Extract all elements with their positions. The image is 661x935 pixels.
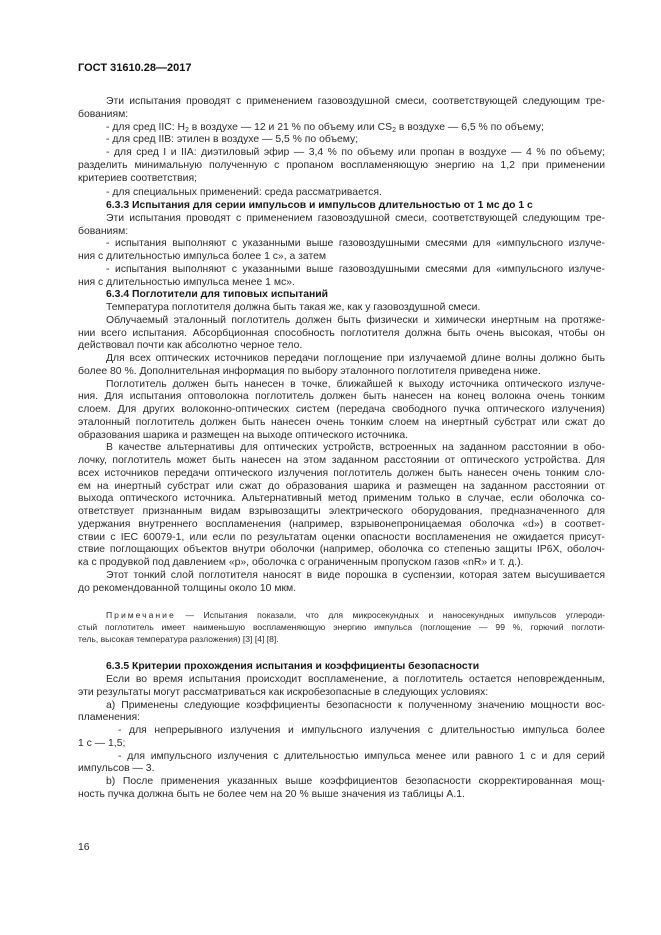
section-heading: 6.3.4 Поглотители для типовых испытаний [106,289,329,301]
text-line [78,122,605,135]
text-line: всех источников передачи оптического излучения поглотитель должен быть нанесен очень тонким сло- [78,467,605,479]
subscript: 2 [392,126,396,134]
text-line: бованиям: [78,225,129,237]
text-line: более 80 %. Дополнительная информация по выбору эталонного поглотителя приведена ниже. [78,365,541,377]
text-block [78,96,605,185]
text-line: - для импульсного излучения с длительностью импульса менее или равного 1 с и для серий [118,750,605,762]
text-span: - для сред IIC: H [106,121,186,133]
document-body [78,96,605,802]
text-line: - для сред IIB: этилен в воздухе — 5,5 % по объему; [106,134,359,146]
text-line: a) Применены следующие коэффициенты безопасности к полученному значению мощности вос- [106,699,605,711]
text-span: в воздухе — 12 и 21 % по объему или CS [188,121,393,133]
text-line: эти результаты могут рассматриваться как искробезопасные в следующих условиях: [78,686,489,698]
text-line: Облучаемый эталонный поглотитель должен быть физически и химически инертным на протяже- [106,314,605,326]
text-line: Если во время испытания происходит воспламенение, а поглотитель остается неповрежденным, [106,674,605,685]
text-line: выхода оптического источника. Альтернативный метод применим только в случае, если оболочка со- [78,493,605,505]
text-line: - для непрерывного излучения и импульсного излучения с длительностью импульса более [118,725,605,736]
text-line: до рекомендованной толщины около 10 мкм. [78,582,297,594]
section-heading: 6.3.3 Испытания для серии импульсов и импульсов длительностью от 1 мс до 1 с [106,200,533,211]
text-line: бованиям: [78,108,129,120]
text-block [78,187,605,595]
note-block [78,609,605,645]
text-line: пламенения: [78,712,140,724]
text-block [78,661,605,801]
text-line: b) После применения указанных выше коэффициентов безопасности скорректированная мощ- [106,776,605,787]
text-line: эталонный поглотитель должен быть нанесен очень тонким слоем на инертный субстрат или сжат до [78,416,605,428]
text-line: Температура поглотителя должна быть такая же, как у газовоздушной смеси. [106,302,481,313]
text-line: ствии с IEC 60079-1, или если по результатам оценки опасности воспламенения не ожидается присут- [78,531,605,543]
subscript: 2 [185,126,189,134]
text-line: ния с длительностью импульса более 1 с», а затем [78,251,327,262]
text-line: ка с продувкой под давлением «p», оболочка с ограниченным пропуском газов «nR» и т. д.). [78,557,524,568]
text-line: ответствует признанным видам взрывозащиты электрического оборудования, предназначенного для [78,506,605,517]
text-line: стый поглотитель имеет наименьшую воспламеняющую энергию импульса (поглощение — 99 %, горючий поглоти- [78,622,605,633]
text-line: удержания внутреннего воспламенения (например, взрывонепроницаемая оболочка «d») в соответ- [78,518,605,530]
text-line: Эти испытания проводят с применением газовоздушной смеси, соответствующей следующим тре- [106,212,605,224]
text-line [78,609,605,621]
text-span: Примечание [106,610,176,621]
text-line: Эти испытания проводят с применением газовоздушной смеси, соответствующей следующим тре- [106,96,605,107]
text-line: ния с длительностью импульса менее 1 мс». [78,276,295,288]
text-line: Для всех оптических источников передачи поглощение при излучаемой длине волны должно быть [106,353,605,364]
text-line: импульсов — 3. [78,763,155,775]
text-line: Поглотитель должен быть нанесен в точке, ближайшей к выходу источника оптического излуче- [106,378,605,390]
text-line: разделить минимальную полученную с пропаном воспламеняющую энергию на 1,2 при применении [78,159,605,171]
text-line: тель, высокая температура разложения) [3] [4] [8]. [78,634,279,645]
text-line: ность пучка должна быть не более чем на 20 % выше значения из таблицы А.1. [78,788,465,800]
text-line: - для специальных применений: среда рассматривается. [106,187,382,199]
spacer [78,595,605,609]
text-line: В качестве альтернативы для оптических устройств, встроенных на заданном расстоянии в обо- [106,442,605,454]
text-line: действовал почти как абсолютно черное тело. [78,340,303,352]
text-line: - испытания выполняют с указанными выше газовоздушными смесями для «импульсного излуче- [106,263,605,275]
text-line: слоем. Для других волоконно-оптических систем (передача свободного пучка оптического излучения) [78,404,605,415]
text-span: — Испытания показали, что для микросекундных и наносекундных импульсов углероди- [175,610,605,621]
text-line: - испытания выполняют с указанными выше газовоздушными смесями для «импульсного излуче- [106,238,605,250]
text-line: нии всего испытания. Абсорбционная способность поглотителя должна быть очень высокая, чтобы он [78,327,605,339]
text-line: лочку, поглотитель может быть нанесен на этом заданном расстоянии от оптического устройства. Для [78,455,605,466]
text-line: ствие поглощающих объектов внутри оболочки (например, оболочка со степенью защиты IP6X, оболоч- [78,544,605,556]
text-line: - для сред I и IIA: диэтиловый эфир — 3,4 % по объему или пропан в воздухе — 4 % по объему; [106,147,605,158]
text-line: образования шарика и размещен на выходе оптического источника. [78,429,408,441]
section-heading: 6.3.5 Критерии прохождения испытания и коэффициенты безопасности [106,661,480,673]
text-line: ния. Для испытания оптоволокна поглотитель должен быть нанесен на конец волокна очень тонким [78,391,605,403]
text-line: критериев соответствия; [78,172,197,184]
page-number: 16 [78,842,90,853]
text-line: Этот тонкий слой поглотителя наносят в виде порошка в суспензии, которая затем высушивается [106,569,605,581]
document-header: ГОСТ 31610.28—2017 [78,62,192,74]
text-line: ем на инертный субстрат или сжат до образования шарика и размещен на заданном расстоянии от [78,480,605,492]
spacer [78,645,605,661]
text-line: 1 с — 1,5; [78,737,126,749]
text-span: в воздухе — 6,5 % по объему; [396,121,544,133]
